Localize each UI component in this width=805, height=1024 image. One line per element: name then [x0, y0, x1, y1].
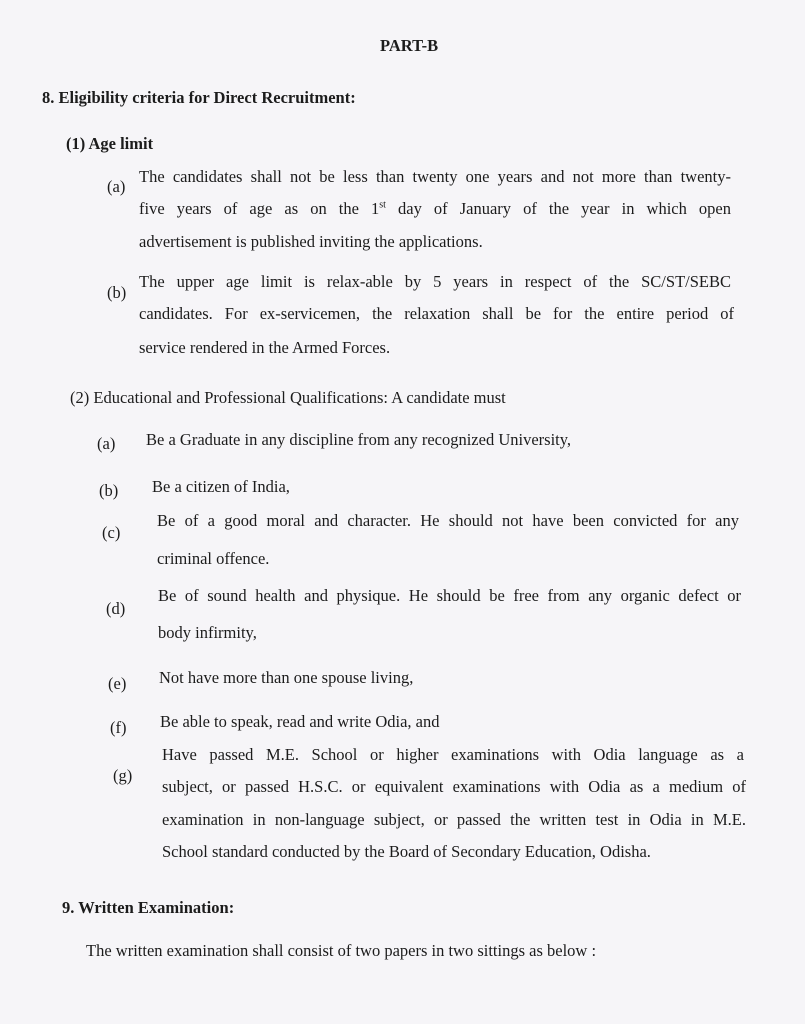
qual-item-line: subject, or passed H.S.C. or equivalent examinations with Odia as a medium of [162, 777, 746, 796]
qual-item-line: Have passed M.E. School or higher examinations with Odia language as a [162, 745, 744, 764]
qualifications-heading: (2) Educational and Professional Qualifications: A candidate must [70, 388, 506, 407]
age-item-b-line: candidates. For ex-servicemen, the relaxation shall be for the entire period of [139, 304, 734, 323]
age-item-a-line: advertisement is published inviting the applications. [139, 232, 483, 251]
age-item-a-label: (a) [107, 177, 126, 196]
section-9-heading: 9. Written Examination: [62, 898, 235, 917]
qual-item-line: Not have more than one spouse living, [159, 668, 414, 687]
qual-item-label: (d) [106, 599, 126, 618]
qual-item-label: (a) [97, 434, 116, 453]
age-item-a-line: The candidates shall not be less than twenty one years and not more than twenty- [139, 167, 731, 186]
section-8-heading: 8. Eligibility criteria for Direct Recruitment: [42, 88, 356, 107]
ordinal-superscript: st [379, 199, 386, 211]
age-item-b-label: (b) [107, 283, 127, 302]
age-item-b-line: service rendered in the Armed Forces. [139, 338, 391, 357]
qual-item-label: (e) [108, 674, 127, 693]
qual-item-line: Be able to speak, read and write Odia, and [160, 712, 440, 731]
age-item-b-line: The upper age limit is relax-able by 5 years in respect of the SC/ST/SEBC [139, 272, 731, 291]
qual-item-line: Be of a good moral and character. He should not have been convicted for any [157, 511, 739, 530]
qual-item-label: (f) [110, 718, 127, 737]
age-limit-heading: (1) Age limit [66, 134, 154, 153]
qual-item-label: (c) [102, 523, 121, 542]
qual-item-line: examination in non-language subject, or passed the written test in Odia in M.E. [162, 810, 746, 829]
age-item-a-line: five years of age as on the 1st day of January of the year in which open [139, 199, 731, 218]
qual-item-line: body infirmity, [158, 623, 257, 642]
part-heading: PART-B [380, 36, 439, 55]
section-9-text: The written examination shall consist of two papers in two sittings as below : [86, 941, 597, 960]
qual-item-line: criminal offence. [157, 549, 270, 568]
qual-item-line: Be of sound health and physique. He should be free from any organic defect or [158, 586, 741, 605]
qual-item-label: (b) [99, 481, 119, 500]
qual-item-label: (g) [113, 766, 133, 785]
qual-item-line: Be a Graduate in any discipline from any recognized University, [146, 430, 572, 449]
qual-item-line: School standard conducted by the Board of Secondary Education, Odisha. [162, 842, 651, 861]
qual-item-line: Be a citizen of India, [152, 477, 290, 496]
